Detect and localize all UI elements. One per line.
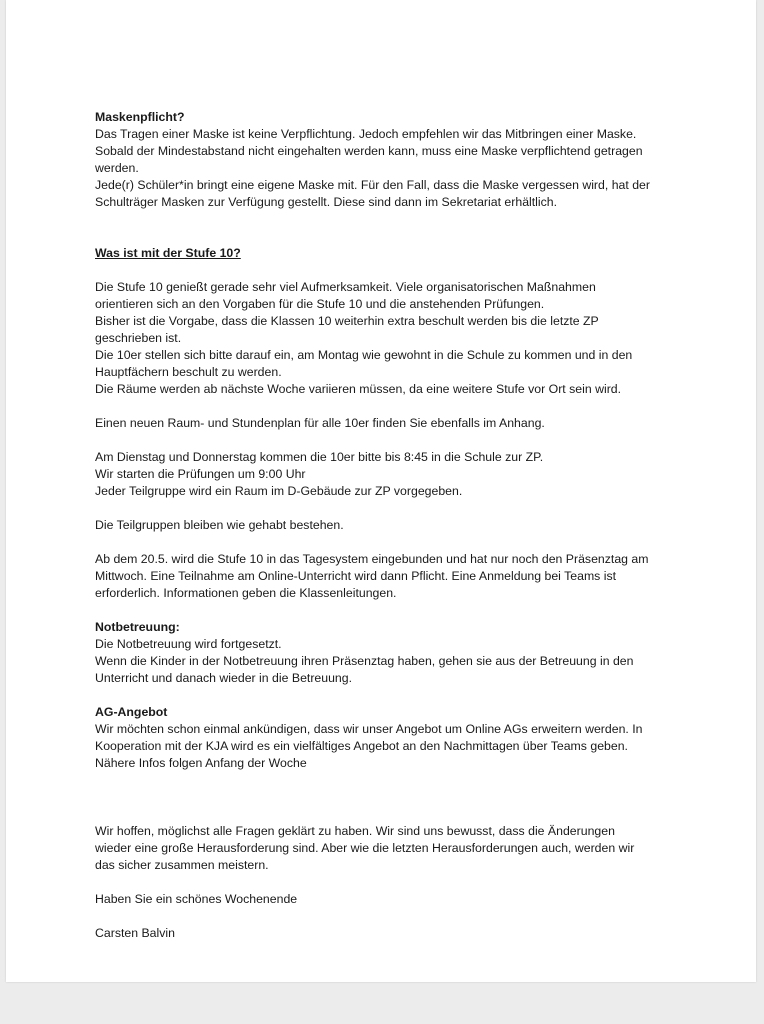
text-line: Das Tragen einer Maske ist keine Verpflichtung. Jedoch empfehlen wir das Mitbringen einer Maske. [95,127,637,141]
text-line: das sicher zusammen meistern. [95,858,269,872]
section-notbetreuung [95,619,695,687]
text-line: Wir möchten schon einmal ankündigen, dass wir unser Angebot um Online AGs erweitern werden. In [95,722,643,736]
text-line: Die 10er stellen sich bitte darauf ein, am Montag wie gewohnt in die Schule zu kommen und in den [95,348,633,362]
text-line: Schulträger Masken zur Verfügung gestellt. Diese sind dann im Sekretariat erhältlich. [95,195,558,209]
text-line: Hauptfächern beschult zu werden. [95,365,282,379]
text-line: Kooperation mit der KJA wird es ein vielfältiges Angebot an den Nachmittagen über Teams geben. [95,739,628,753]
text-line: Nähere Infos folgen Anfang der Woche [95,756,307,770]
text-line: Jede(r) Schüler*in bringt eine eigene Maske mit. Für den Fall, dass die Maske vergessen wird, hat der [95,178,650,192]
text-line: Jeder Teilgruppe wird ein Raum im D-Gebäude zur ZP vorgegeben. [95,484,463,498]
greeting: Haben Sie ein schönes Wochenende [95,892,298,906]
section-stufe-10 [95,245,695,602]
text-line: werden. [95,161,139,175]
section-closing [95,823,695,942]
text-line: wieder eine große Herausforderung sind. Aber wie die letzten Herausforderungen auch, werden wir [95,841,635,855]
text-line: Am Dienstag und Donnerstag kommen die 10er bitte bis 8:45 in die Schule zur ZP. [95,450,544,464]
section-maskenpflicht [95,109,695,211]
text-line: Mittwoch. Eine Teilnahme am Online-Unterricht wird dann Pflicht. Eine Anmeldung bei Teams ist [95,569,617,583]
text-line: Bisher ist die Vorgabe, dass die Klassen 10 weiterhin extra beschult werden bis die letzte ZP [95,314,599,328]
text-line: Wenn die Kinder in der Notbetreuung ihren Präsenztag haben, gehen sie aus der Betreuung in den [95,654,634,668]
heading-notbetreuung: Notbetreuung: [95,620,180,634]
text-line: Wir hoffen, möglichst alle Fragen geklärt zu haben. Wir sind uns bewusst, dass die Änderungen [95,824,615,838]
text-line: Die Räume werden ab nächste Woche variieren müssen, da eine weitere Stufe vor Ort sein wird. [95,382,622,396]
section-ag-angebot [95,704,695,772]
document-page [6,0,756,982]
heading-stufe-10: Was ist mit der Stufe 10? [95,246,241,260]
text-line: orientieren sich an den Vorgaben für die Stufe 10 und die anstehenden Prüfungen. [95,297,545,311]
text-line: erforderlich. Informationen geben die Klassenleitungen. [95,586,397,600]
signature: Carsten Balvin [95,926,175,940]
text-line: Die Notbetreuung wird fortgesetzt. [95,637,282,651]
text-line: Wir starten die Prüfungen um 9:00 Uhr [95,467,306,481]
text-line: Einen neuen Raum- und Stundenplan für alle 10er finden Sie ebenfalls im Anhang. [95,416,545,430]
text-line: Die Teilgruppen bleiben wie gehabt bestehen. [95,518,344,532]
heading-maskenpflicht: Maskenpflicht? [95,110,185,124]
text-line: Die Stufe 10 genießt gerade sehr viel Aufmerksamkeit. Viele organisatorischen Maßnahmen [95,280,596,294]
text-line: Ab dem 20.5. wird die Stufe 10 in das Tagesystem eingebunden und hat nur noch den Präsenztag am [95,552,649,566]
text-line: Unterricht und danach wieder in die Betreuung. [95,671,353,685]
document-body [95,109,695,942]
text-line: geschrieben ist. [95,331,182,345]
text-line: Sobald der Mindestabstand nicht eingehalten werden kann, muss eine Maske verpflichtend getragen [95,144,643,158]
heading-ag-angebot: AG-Angebot [95,705,168,719]
